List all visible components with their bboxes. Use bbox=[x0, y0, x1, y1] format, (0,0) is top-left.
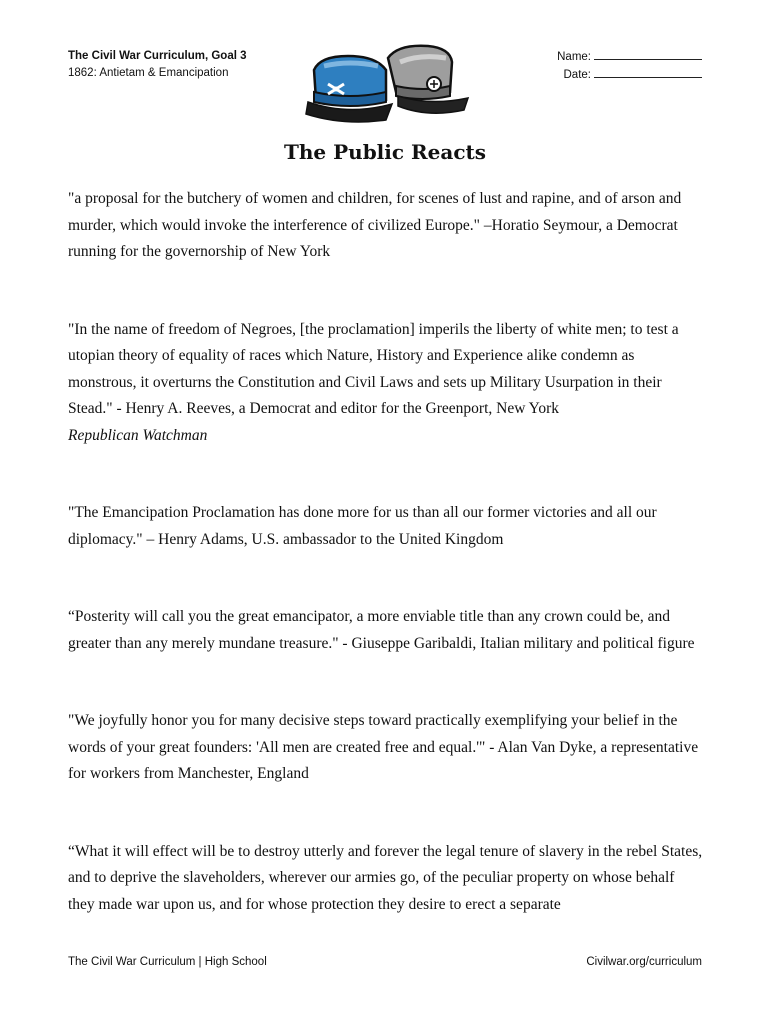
date-field[interactable] bbox=[594, 66, 702, 78]
quotes-body bbox=[68, 186, 704, 918]
date-label: Date: bbox=[563, 69, 591, 81]
union-and-confederate-kepi-caps-icon bbox=[300, 40, 472, 124]
footer-left: The Civil War Curriculum | High School bbox=[68, 956, 267, 968]
page-title: The Public Reacts bbox=[284, 140, 486, 164]
name-row bbox=[557, 48, 702, 66]
name-label: Name: bbox=[557, 51, 591, 63]
curriculum-title: The Civil War Curriculum, Goal 3 bbox=[68, 50, 247, 62]
quote-reeves-text: "In the name of freedom of Negroes, [the proclamation] imperils the liberty of white men; to test a utopian theory of equality of races which Nature, History and Experience alike condemn as monstrous, it overturns the Constitution and Civil Laws and sets up Military Usurpation in their Stead." - Henry A. Reeves, a Democrat and editor for the Greenport, New York bbox=[68, 320, 679, 417]
header-right bbox=[557, 48, 702, 84]
quote-van-dyke: "We joyfully honor you for many decisive steps toward practically exemplifying your belief in the words of your great founders: 'All men are created free and equal.'" - Alan Van Dyke, a representative for workers from Manchester, England bbox=[68, 712, 699, 782]
header-left bbox=[68, 48, 247, 82]
confederate-cap-icon bbox=[388, 46, 468, 113]
date-row bbox=[557, 66, 702, 84]
quote-reeves bbox=[68, 317, 704, 450]
lesson-subtitle: 1862: Antietam & Emancipation bbox=[68, 67, 229, 79]
footer-link[interactable]: Civilwar.org/curriculum bbox=[586, 956, 702, 968]
name-field[interactable] bbox=[594, 48, 702, 60]
publication-name: Republican Watchman bbox=[68, 426, 208, 444]
quote-adams: "The Emancipation Proclamation has done more for us than all our former victories and all our diplomacy." – Henry Adams, U.S. ambassador to the United Kingdom bbox=[68, 504, 657, 548]
quote-garibaldi: “Posterity will call you the great emancipator, a more enviable title than any crown could be, and greater than any merely mundane treasure." - Giuseppe Garibaldi, Italian military and political figure bbox=[68, 608, 695, 652]
quote-unattributed: “What it will effect will be to destroy utterly and forever the legal tenure of slavery in the rebel States, and to deprive the slaveholders, wherever our armies go, of the peculiar property on whose behalf they made war upon us, and for whose protection they desire to erect a separate bbox=[68, 842, 703, 913]
quote-seymour: "a proposal for the butchery of women and children, for scenes of lust and rapine, and of arson and murder, which would invoke the interference of civilized Europe." –Horatio Seymour, a Democrat running for the governorship of New York bbox=[68, 190, 682, 260]
page-footer bbox=[68, 956, 702, 968]
union-cap-icon bbox=[306, 56, 392, 122]
